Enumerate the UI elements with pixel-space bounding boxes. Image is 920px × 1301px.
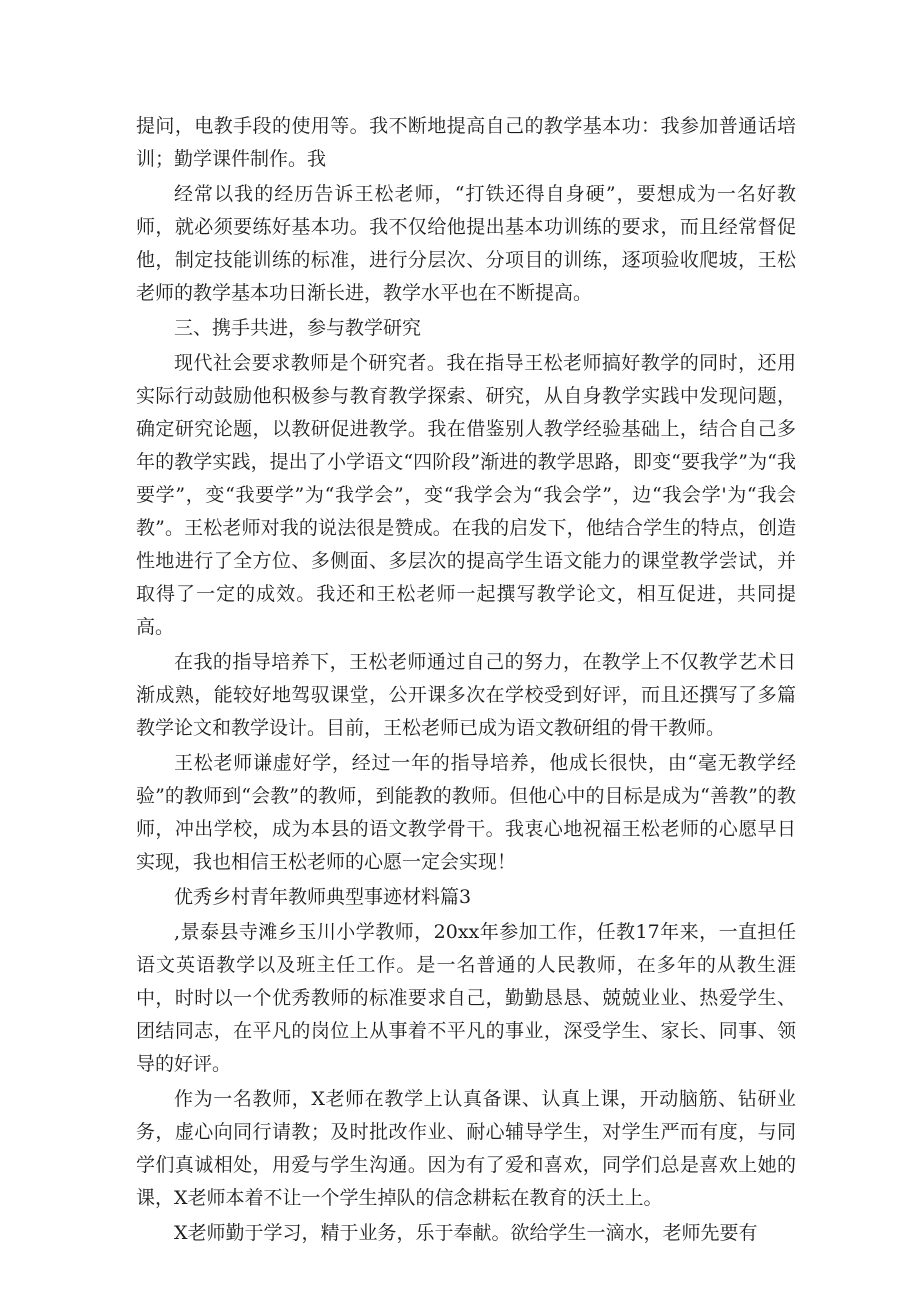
paragraph-9: 作为一名教师，X老师在教学上认真备课、认真上课，开动脑筋、钻研业务，虚心向同行请教；及时批改作业、耐心辅导学生，对学生严而有度，与同学们真诚相处，用爱与学生沟通。因为有了爱和喜欢，同学们总是喜欢上她的课，X老师本着不让一个学生掉队的信念耕耘在教育的沃土上。	[136, 1088, 796, 1209]
paragraph-2: 经常以我的经历告诉王松老师，“打铁还得自身硬”，要想成为一名好教师，就必须要练好基本功。我不仅给他提出基本功训练的要求，而且经常督促他，制定技能训练的标准，进行分层次、分项目的训练，逐项验收爬坡，王松老师的教学基本功日渐长进，教学水平也在不断提高。	[136, 183, 796, 304]
document-body	[136, 110, 796, 1250]
paragraph-6: 王松老师谦虚好学，经过一年的指导培养，他成长很快，由“毫无教学经验”的教师到“会教”的教师，到能教的教师。但他心中的目标是成为“善教”的教师，冲出学校，成为本县的语文教学骨干。我衷心地祝福王松老师的心愿早日实现，我也相信王松老师的心愿一定会实现！	[136, 752, 796, 873]
paragraph-1: 提问，电教手段的使用等。我不断地提高自己的教学基本功：我参加普通话培训；勤学课件制作。我	[136, 115, 796, 170]
section-heading-3: 三、携手共进，参与教学研究	[174, 317, 422, 339]
paragraph-10: X老师勤于学习，精于业务，乐于奉献。欲给学生一滴水，老师先要有	[174, 1222, 758, 1244]
paragraph-4: 现代社会要求教师是个研究者。我在指导王松老师搞好教学的同时，还用实际行动鼓励他积极参与教育教学探索、研究，从自身教学实践中发现问题，确定研究论题，以教研促进教学。我在借鉴别人教学经验基础上，结合自己多年的教学实践，提出了小学语文“四阶段”渐进的教学思路，即变“要我学”为“我要学”，变“我要学”为“我学会”，变“我学会为“我会学”，边“我会学'为“我会教”。王松老师对我的说法很是赞成。在我的启发下，他结合学生的特点，创造性地进行了全方位、多侧面、多层次的提高学生语文能力的课堂教学尝试，并取得了一定的成效。我还和王松老师一起撰写教学论文，相互促进，共同提高。	[136, 352, 796, 638]
paragraph-5: 在我的指导培养下，王松老师通过自己的努力，在教学上不仅教学艺术日渐成熟，能较好地驾驭课堂，公开课多次在学校受到好评，而且还撰写了多篇教学论文和教学设计。目前，王松老师已成为语文教研组的骨干教师。	[136, 651, 796, 739]
section-heading-7: 优秀乡村青年教师典型事迹材料篇3	[174, 886, 472, 908]
paragraph-8: ,景泰县寺滩乡玉川小学教师，20xx年参加工作，任教17年来，一直担任语文英语教学以及班主任工作。是一名普通的人民教师，在多年的从教生涯中，时时以一个优秀教师的标准要求自己，勤勤恳恳、兢兢业业、热爱学生、团结同志，在平凡的岗位上从事着不平凡的事业，深受学生、家长、同事、领导的好评。	[136, 921, 796, 1075]
